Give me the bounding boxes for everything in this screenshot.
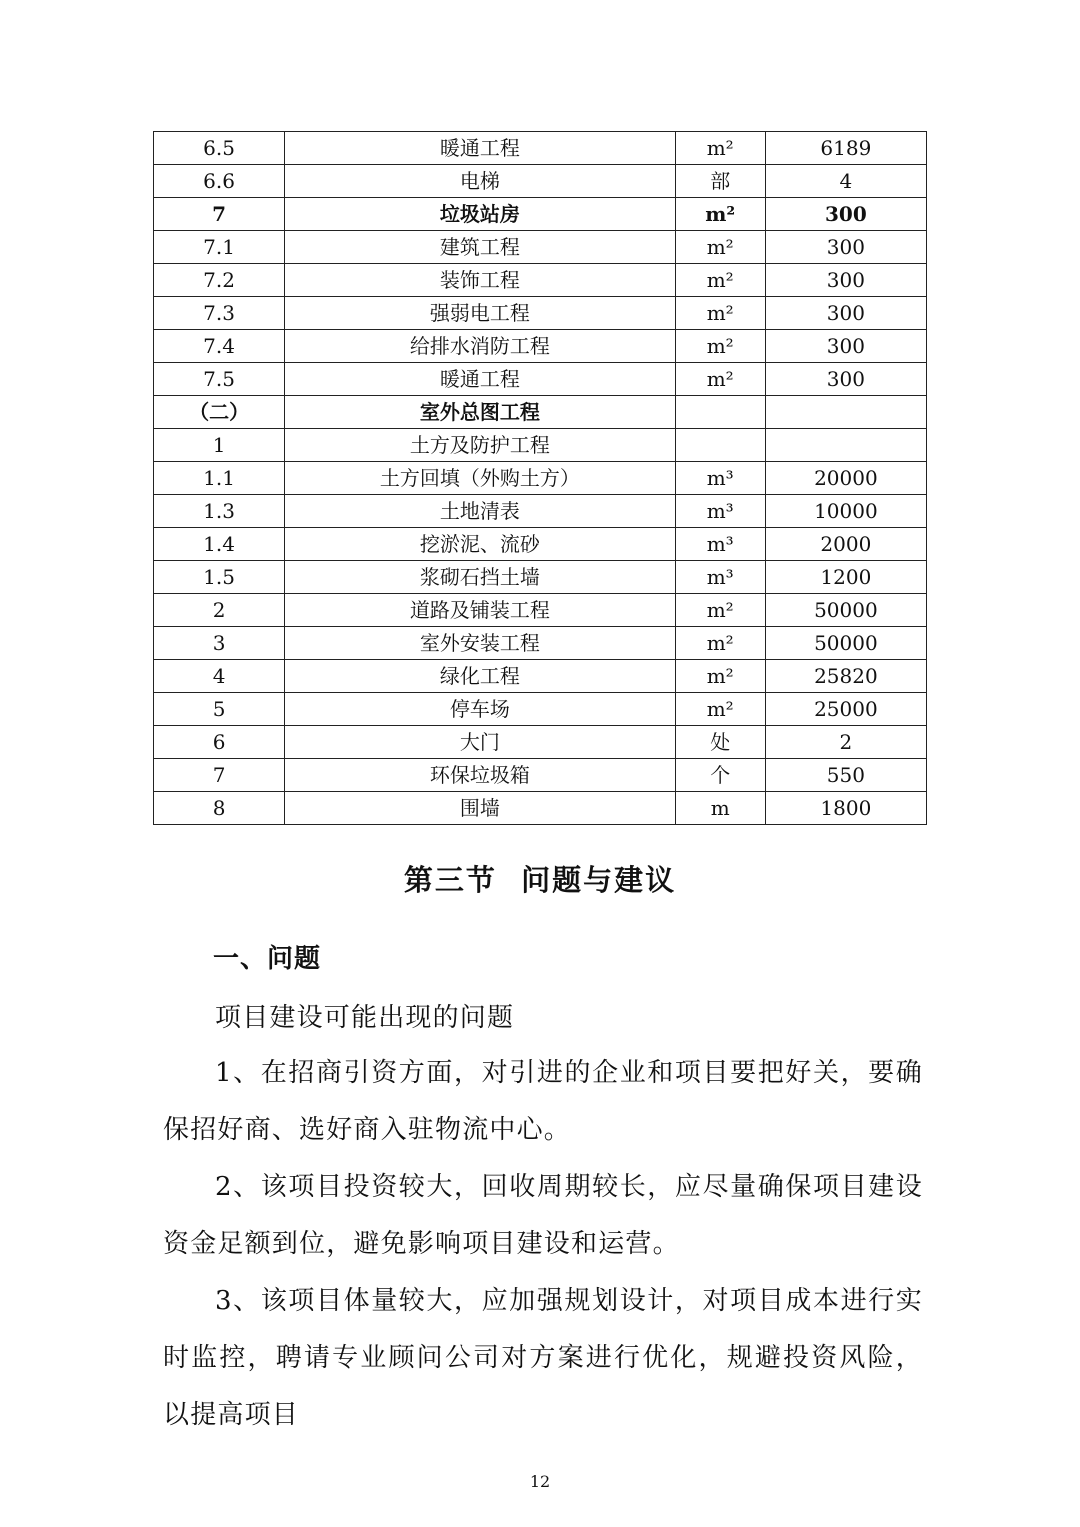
table-row	[154, 429, 927, 462]
cell-number: 3	[154, 627, 285, 660]
cell-item-name: 土方及防护工程	[285, 429, 676, 462]
cell-item-name: 室外安装工程	[285, 627, 676, 660]
cell-quantity: 4	[765, 165, 926, 198]
cell-item-name: 垃圾站房	[285, 198, 676, 231]
cell-number: 4	[154, 660, 285, 693]
cell-item-name: 强弱电工程	[285, 297, 676, 330]
cell-unit: m³	[675, 561, 765, 594]
page-number: 12	[529, 1472, 551, 1491]
cell-number: 6	[154, 726, 285, 759]
cell-item-name: 土地清表	[285, 495, 676, 528]
table-row	[154, 264, 927, 297]
cell-unit: 个	[675, 759, 765, 792]
quantity-table	[153, 131, 927, 825]
subheading-problems: 一、问题	[213, 944, 322, 974]
table-row	[154, 231, 927, 264]
cell-unit: m²	[675, 363, 765, 396]
cell-quantity: 25000	[765, 693, 926, 726]
table-row	[154, 198, 927, 231]
cell-unit: m²	[675, 132, 765, 165]
cell-unit	[675, 429, 765, 462]
cell-number: 1	[154, 429, 285, 462]
cell-quantity: 25820	[765, 660, 926, 693]
cell-quantity: 10000	[765, 495, 926, 528]
cell-unit: m²	[675, 297, 765, 330]
table-row	[154, 132, 927, 165]
cell-quantity: 300	[765, 264, 926, 297]
cell-unit: m²	[675, 264, 765, 297]
cell-item-name: 装饰工程	[285, 264, 676, 297]
cell-quantity: 300	[765, 363, 926, 396]
cell-quantity: 50000	[765, 594, 926, 627]
cell-unit: m²	[675, 693, 765, 726]
cell-number: 7	[154, 759, 285, 792]
section-title: 第三节 问题与建议	[403, 863, 677, 897]
cell-number: 5	[154, 693, 285, 726]
cell-item-name: 大门	[285, 726, 676, 759]
cell-quantity: 300	[765, 297, 926, 330]
cell-number: （二）	[154, 396, 285, 429]
cell-item-name: 挖淤泥、流砂	[285, 528, 676, 561]
table-row	[154, 297, 927, 330]
cell-quantity: 2	[765, 726, 926, 759]
table-row	[154, 396, 927, 429]
cell-quantity: 2000	[765, 528, 926, 561]
cell-quantity: 20000	[765, 462, 926, 495]
table-row	[154, 495, 927, 528]
cell-item-name: 建筑工程	[285, 231, 676, 264]
cell-number: 6.6	[154, 165, 285, 198]
cell-number: 1.5	[154, 561, 285, 594]
cell-number: 6.5	[154, 132, 285, 165]
cell-number: 7.1	[154, 231, 285, 264]
table-row	[154, 561, 927, 594]
cell-item-name: 土方回填（外购土方）	[285, 462, 676, 495]
cell-unit: 处	[675, 726, 765, 759]
cell-quantity: 550	[765, 759, 926, 792]
cell-item-name: 围墙	[285, 792, 676, 825]
cell-quantity	[765, 396, 926, 429]
table-row	[154, 693, 927, 726]
table-row	[154, 363, 927, 396]
cell-unit: m²	[675, 660, 765, 693]
cell-unit: m³	[675, 528, 765, 561]
cell-item-name: 电梯	[285, 165, 676, 198]
cell-item-name: 室外总图工程	[285, 396, 676, 429]
quantity-table-body	[154, 132, 927, 825]
cell-unit: 部	[675, 165, 765, 198]
cell-quantity: 1200	[765, 561, 926, 594]
paragraph-item-3: 3、该项目体量较大，应加强规划设计，对项目成本进行实时监控，聘请专业顾问公司对方案进行优化，规避投资风险，以提高项目	[163, 1286, 923, 1430]
cell-quantity: 300	[765, 231, 926, 264]
table-row	[154, 792, 927, 825]
cell-number: 1.4	[154, 528, 285, 561]
cell-number: 2	[154, 594, 285, 627]
cell-quantity: 6189	[765, 132, 926, 165]
cell-item-name: 浆砌石挡土墙	[285, 561, 676, 594]
cell-unit: m	[675, 792, 765, 825]
cell-unit: m²	[675, 594, 765, 627]
table-row	[154, 528, 927, 561]
cell-item-name: 环保垃圾箱	[285, 759, 676, 792]
cell-number: 7	[154, 198, 285, 231]
cell-number: 7.2	[154, 264, 285, 297]
table-row	[154, 594, 927, 627]
table-row	[154, 330, 927, 363]
paragraph-item-2: 2、该项目投资较大，回收周期较长，应尽量确保项目建设资金足额到位，避免影响项目建设和运营。	[163, 1172, 923, 1259]
cell-unit: m²	[675, 231, 765, 264]
table-row	[154, 165, 927, 198]
table-row	[154, 462, 927, 495]
cell-quantity: 50000	[765, 627, 926, 660]
cell-unit	[675, 396, 765, 429]
cell-number: 8	[154, 792, 285, 825]
cell-unit: m²	[675, 627, 765, 660]
cell-unit: m²	[675, 198, 765, 231]
cell-quantity: 300	[765, 330, 926, 363]
paragraph-item-1: 1、在招商引资方面，对引进的企业和项目要把好关，要确保招好商、选好商入驻物流中心。	[163, 1058, 923, 1145]
cell-item-name: 道路及铺装工程	[285, 594, 676, 627]
cell-unit: m³	[675, 495, 765, 528]
cell-item-name: 暖通工程	[285, 132, 676, 165]
cell-item-name: 暖通工程	[285, 363, 676, 396]
cell-number: 7.3	[154, 297, 285, 330]
table-row	[154, 759, 927, 792]
cell-unit: m³	[675, 462, 765, 495]
cell-number: 1.3	[154, 495, 285, 528]
cell-number: 7.5	[154, 363, 285, 396]
cell-quantity: 1800	[765, 792, 926, 825]
cell-item-name: 停车场	[285, 693, 676, 726]
cell-quantity	[765, 429, 926, 462]
cell-number: 1.1	[154, 462, 285, 495]
cell-unit: m²	[675, 330, 765, 363]
paragraph-intro: 项目建设可能出现的问题	[215, 1003, 515, 1033]
table-row	[154, 627, 927, 660]
cell-quantity: 300	[765, 198, 926, 231]
table-row	[154, 660, 927, 693]
table-row	[154, 726, 927, 759]
cell-item-name: 给排水消防工程	[285, 330, 676, 363]
cell-item-name: 绿化工程	[285, 660, 676, 693]
cell-number: 7.4	[154, 330, 285, 363]
